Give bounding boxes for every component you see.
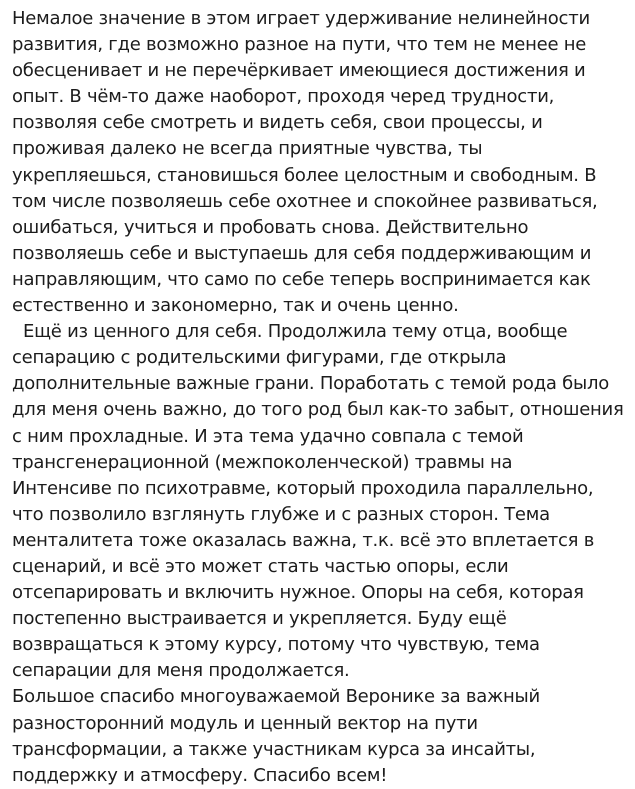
text-line: естественно и закономерно, так и очень ценно. [12,295,459,317]
text-line: Большое спасибо многоуважаемой Веронике за важный [12,686,540,708]
text-line: с ним прохладные. И эта тема удачно совпала с темой [12,425,524,447]
text-line: разносторонний модуль и ценный вектор на пути [12,712,478,734]
text-line: сценарий, и всё это может стать частью опоры, если [12,555,509,577]
text-line: том числе позволяешь себе охотнее и спокойнее развиваться, [12,190,598,212]
text-line: обесценивает и не перечёркивает имеющиеся достижения и [12,60,586,82]
text-line: Интенсиве по психотравме, который проходила параллельно, [12,477,594,499]
text-line: сепарации для меня продолжается. [12,660,350,682]
text-line: укрепляешься, становишься более целостным и свободным. В [12,164,597,186]
text-line: трансформации, а также участникам курса за инсайты, [12,738,536,760]
text-line: Немалое значение в этом играет удерживание нелинейности [12,8,590,29]
review-text [12,6,627,789]
text-line: поддержку и атмосферу. Спасибо всем! [12,764,388,786]
text-line: что позволило взглянуть глубже и с разных сторон. Тема [12,503,550,525]
text-line: менталитета тоже оказалась важна, т.к. всё это вплетается в [12,529,595,551]
text-line: направляющим, что само по себе теперь воспринимается как [12,268,591,290]
text-line: отсепарировать и включить нужное. Опоры на себя, которая [12,582,584,604]
text-line: возвращаться к этому курсу, потому что чувствую, тема [12,634,540,656]
text-line: Ещё из ценного для себя. Продолжила тему отца, вообще [12,321,568,343]
text-line: трансгенерационной (межпоколенческой) травмы на [12,451,513,473]
text-line: сепарацию с родительскими фигурами, где открыла [12,347,507,369]
text-line: опыт. В чём-то даже наоборот, проходя черед трудности, [12,86,555,108]
text-line: дополнительные важные грани. Поработать с темой рода было [12,373,609,395]
text-line: постепенно выстраивается и укрепляется. Буду ещё [12,608,507,630]
text-line: ошибаться, учиться и пробовать снова. Действительно [12,216,529,238]
text-line: для меня очень важно, до того род был как-то забыт, отношения [12,399,624,421]
text-line: позволяя себе смотреть и видеть себя, свои процессы, и [12,112,543,134]
text-line: развития, где возможно разное на пути, что тем не менее не [12,34,587,56]
text-line: позволяешь себе и выступаешь для себя поддерживающим и [12,242,592,264]
text-line: проживая далеко не всегда приятные чувства, ты [12,138,483,160]
